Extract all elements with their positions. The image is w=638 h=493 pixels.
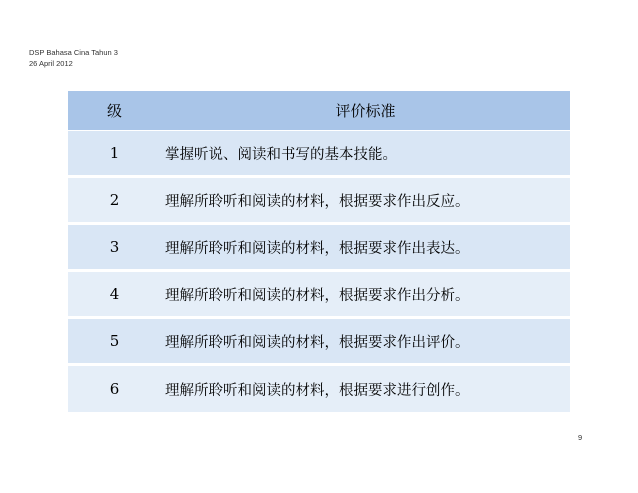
table-row [68, 177, 570, 224]
level-cell: 6 [68, 365, 161, 413]
evaluation-criteria-table [68, 91, 570, 412]
table-header-row [68, 91, 570, 131]
level-cell: 4 [68, 271, 161, 318]
criteria-cell: 掌握听说、阅读和书写的基本技能。 [161, 131, 570, 177]
criteria-cell: 理解所聆听和阅读的材料，根据要求进行创作。 [161, 365, 570, 413]
criteria-cell: 理解所聆听和阅读的材料，根据要求作出评价。 [161, 318, 570, 365]
criteria-cell: 理解所聆听和阅读的材料，根据要求作出分析。 [161, 271, 570, 318]
table-row [68, 131, 570, 177]
level-cell: 3 [68, 224, 161, 271]
document-date: 26 April 2012 [29, 59, 73, 68]
table-row [68, 318, 570, 365]
level-cell: 2 [68, 177, 161, 224]
table-row [68, 271, 570, 318]
document-title: DSP Bahasa Cina Tahun 3 [29, 48, 118, 57]
level-column-header: 级 [68, 91, 161, 131]
criteria-column-header: 评价标准 [161, 91, 570, 131]
criteria-cell: 理解所聆听和阅读的材料，根据要求作出反应。 [161, 177, 570, 224]
criteria-cell: 理解所聆听和阅读的材料，根据要求作出表达。 [161, 224, 570, 271]
page-number: 9 [578, 433, 583, 442]
table-row [68, 224, 570, 271]
table-row [68, 365, 570, 413]
level-cell: 5 [68, 318, 161, 365]
level-cell: 1 [68, 131, 161, 177]
document-header [29, 47, 118, 69]
